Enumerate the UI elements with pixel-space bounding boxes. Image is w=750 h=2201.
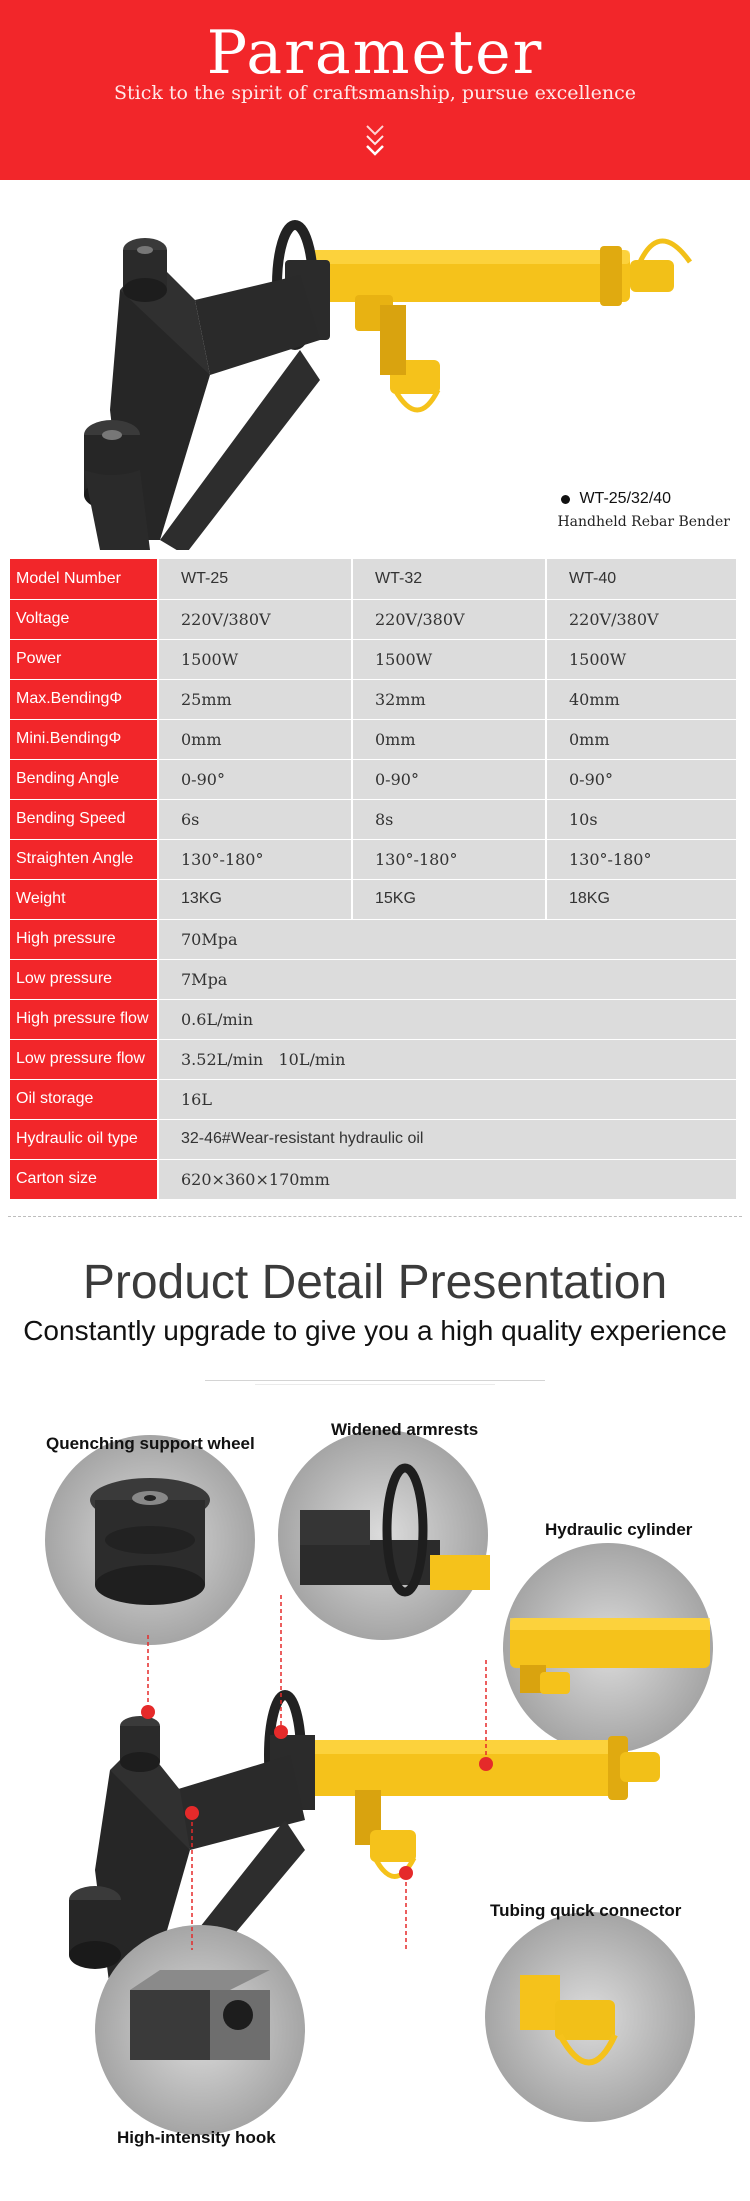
row-label: Mini.BendingΦ [10, 719, 158, 759]
row-label: Weight [10, 879, 158, 919]
row-label: Hydraulic oil type [10, 1119, 158, 1159]
callout-cylinder: Hydraulic cylinder [545, 1520, 693, 1539]
cell-wt25: WT-25 [158, 559, 352, 599]
armrests-closeup [278, 1430, 490, 1640]
model-caption [557, 490, 730, 530]
table-row [10, 599, 736, 639]
table-row [10, 999, 736, 1039]
row-label: High pressure flow [10, 999, 158, 1039]
cell-wt25: 1500W [158, 639, 352, 679]
cell-shared: 0.6L/min [158, 999, 736, 1039]
parameter-banner [0, 0, 750, 180]
cell-wt40: 1500W [546, 639, 736, 679]
cell-wt32: WT-32 [352, 559, 546, 599]
table-row [10, 759, 736, 799]
row-label: Bending Angle [10, 759, 158, 799]
cell-wt40: 18KG [546, 879, 736, 919]
model-numbers: WT-25/32/40 [557, 490, 730, 508]
row-label: Straighten Angle [10, 839, 158, 879]
row-label: High pressure [10, 919, 158, 959]
row-label: Max.BendingΦ [10, 679, 158, 719]
cell-wt32: 0-90° [352, 759, 546, 799]
cell-shared: 16L [158, 1079, 736, 1119]
cell-wt32: 130°-180° [352, 839, 546, 879]
cell-wt32: 1500W [352, 639, 546, 679]
cell-shared: 620×360×170mm [158, 1159, 736, 1199]
row-label: Low pressure flow [10, 1039, 158, 1079]
cell-wt25: 25mm [158, 679, 352, 719]
row-label: Model Number [10, 559, 158, 599]
cell-wt40: WT-40 [546, 559, 736, 599]
banner-title: Parameter [206, 18, 544, 88]
table-row [10, 879, 736, 919]
table-row [10, 959, 736, 999]
row-label: Voltage [10, 599, 158, 639]
callout-quenching-wheel: Quenching support wheel [46, 1434, 255, 1453]
table-row [10, 1039, 736, 1079]
cell-wt32: 32mm [352, 679, 546, 719]
cell-wt25: 0-90° [158, 759, 352, 799]
table-row [10, 559, 736, 599]
cell-wt32: 220V/380V [352, 599, 546, 639]
cell-shared: 70Mpa [158, 919, 736, 959]
cell-shared: 32-46#Wear-resistant hydraulic oil [158, 1119, 736, 1159]
cylinder-closeup [503, 1543, 713, 1753]
callout-hook: High-intensity hook [117, 2128, 276, 2147]
quenching-wheel-closeup [45, 1435, 255, 1645]
table-row [10, 1119, 736, 1159]
detail-diagram [0, 1390, 750, 2190]
callout-connector: Tubing quick connector [490, 1901, 682, 1920]
row-label: Oil storage [10, 1079, 158, 1119]
product-name: Handheld Rebar Bender [557, 514, 730, 530]
cell-shared: 7Mpa [158, 959, 736, 999]
detail-subtitle: Constantly upgrade to give you a high quality experience [23, 1315, 727, 1346]
cell-wt25: 13KG [158, 879, 352, 919]
table-row [10, 799, 736, 839]
cell-wt40: 130°-180° [546, 839, 736, 879]
row-label: Power [10, 639, 158, 679]
table-row [10, 679, 736, 719]
cell-wt40: 40mm [546, 679, 736, 719]
table-row [10, 839, 736, 879]
cell-wt25: 6s [158, 799, 352, 839]
banner-subtitle: Stick to the spirit of craftsmanship, pursue excellence [114, 82, 636, 104]
row-label: Low pressure [10, 959, 158, 999]
cell-wt32: 0mm [352, 719, 546, 759]
row-label: Carton size [10, 1159, 158, 1199]
spec-table [10, 559, 736, 1200]
cell-wt25: 130°-180° [158, 839, 352, 879]
title-underline-secondary [255, 1384, 495, 1385]
cell-wt40: 10s [546, 799, 736, 839]
table-row [10, 1079, 736, 1119]
title-underline [205, 1380, 545, 1381]
table-row [10, 919, 736, 959]
cell-wt25: 220V/380V [158, 599, 352, 639]
cell-wt40: 0mm [546, 719, 736, 759]
hook-closeup [95, 1925, 305, 2135]
detail-title: Product Detail Presentation [82, 1256, 668, 1309]
cell-wt40: 0-90° [546, 759, 736, 799]
cell-wt40: 220V/380V [546, 599, 736, 639]
cell-shared: 3.52L/min 10L/min [158, 1039, 736, 1079]
connector-closeup [485, 1912, 695, 2122]
callout-armrests: Widened armrests [331, 1420, 479, 1439]
table-row [10, 1159, 736, 1199]
section-divider [8, 1216, 742, 1217]
table-row [10, 639, 736, 679]
cell-wt25: 0mm [158, 719, 352, 759]
chevron-down-icon [361, 122, 389, 162]
cell-wt32: 15KG [352, 879, 546, 919]
row-label: Bending Speed [10, 799, 158, 839]
table-row [10, 719, 736, 759]
cell-wt32: 8s [352, 799, 546, 839]
